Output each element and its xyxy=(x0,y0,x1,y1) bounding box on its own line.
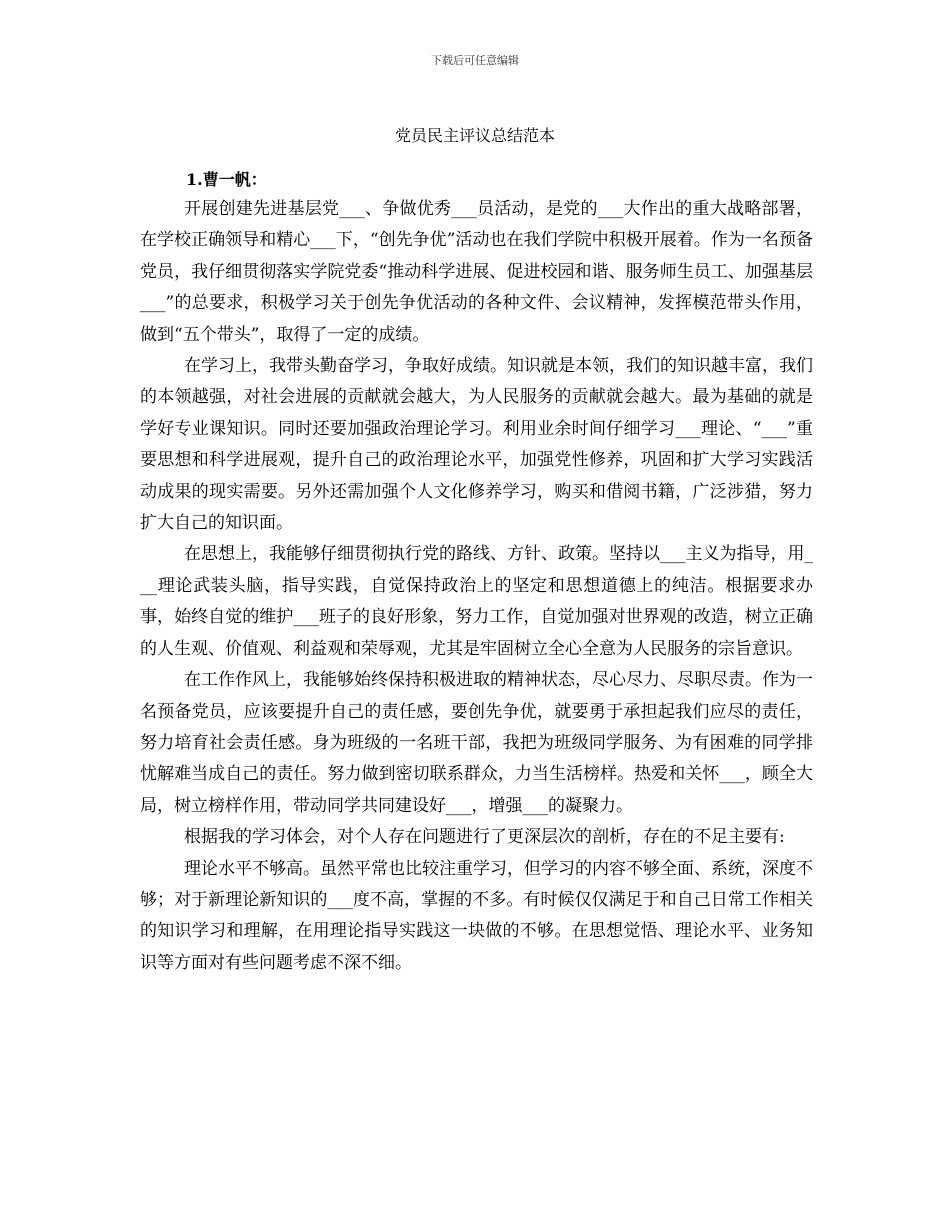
paragraph-intro: 开展创建先进基层党___、争做优秀___员活动，是党的___大作出的重大战略部署，在学校正确领导和精心___下，“创先争优”活动也在我们学院中积极开展着。作为一名预备党员，我仔细贯彻落实学院党委“推动科学进展、促进校园和谐、服务师生员工、加强基层___”的总要求，积极学习关于创先争优活动的各种文件、会议精神，发挥模范带头作用，做到“五个带头”，取得了一定的成绩。 xyxy=(140,199,813,345)
document-title: 党员民主评议总结范本 xyxy=(394,126,555,145)
paragraph-work-style: 在工作作风上，我能够始终保持积极进取的精神状态，尽心尽力、尽职尽责。作为一名预备党员，应该要提升自己的责任感，要创先争优，就要勇于承担起我们应尽的责任，努力培育社会责任感。身为班级的一名班干部，我把为班级同学服务、为有困难的同学排忧解难当成自己的责任。努力做到密切联系群众，力当生活榜样。热爱和关怀___，顾全大局，树立榜样作用，带动同学共同建设好___，增强___的凝聚力。 xyxy=(140,670,813,816)
paragraph-theory-level: 理论水平不够高。虽然平常也比较注重学习，但学习的内容不够全面、系统，深度不够；对于新理论新知识的___度不高，掌握的不多。有时候仅仅满足于和自己日常工作相关的知识学习和理解，在用理论指导实践这一块做的不够。在思想觉悟、理论水平、业务知识等方面对有些问题考虑不深不细。 xyxy=(140,858,813,973)
page-header-note: 下载后可任意编辑 xyxy=(431,54,519,67)
paragraph-study: 在学习上，我带头勤奋学习，争取好成绩。知识就是本领，我们的知识越丰富，我们的本领越强，对社会进展的贡献就会越大，为人民服务的贡献就会越大。最为基础的就是学好专业课知识。同时还要加强政治理论学习。利用业余时间仔细学习___理论、“___”重要思想和科学进展观，提升自己的政治理论水平，加强党性修养，巩固和扩大学习实践活动成果的现实需要。另外还需加强个人文化修养学习，购买和借阅书籍，广泛涉猎，努力扩大自己的知识面。 xyxy=(140,356,813,534)
paragraph-shortcomings-intro: 根据我的学习体会，对个人存在问题进行了更深层次的剖析，存在的不足主要有: xyxy=(184,827,785,848)
paragraph-thought: 在思想上，我能够仔细贯彻执行党的路线、方针、政策。坚持以___主义为指导，用___理论武装头脑，指导实践，自觉保持政治上的坚定和思想道德上的纯洁。根据要求办事，始终自觉的维护___班子的良好形象，努力工作，自觉加强对世界观的改造，树立正确的人生观、价值观、利益观和荣辱观，尤其是牢固树立全心全意为人民服务的宗旨意识。 xyxy=(140,544,813,659)
document-body xyxy=(140,166,813,979)
section-heading: 1.曹一帆： xyxy=(186,170,267,189)
